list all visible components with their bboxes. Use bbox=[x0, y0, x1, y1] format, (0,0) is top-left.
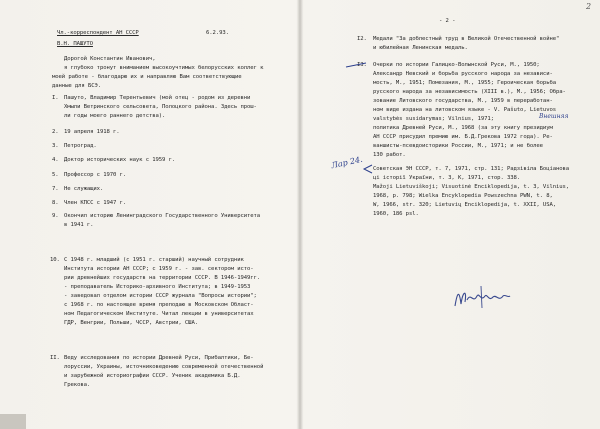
signature bbox=[451, 284, 513, 312]
item-line: Профессор с 1970 г. bbox=[64, 172, 127, 178]
item-line: Александр Невский и борьба русского народа за независи- bbox=[373, 71, 553, 77]
item-line: - преподаватель Историко-архивного Института; в 1949-1953 bbox=[64, 284, 251, 290]
header-title: Чл.-корреспондент АН СССР bbox=[57, 30, 139, 36]
page-left bbox=[0, 0, 299, 429]
item-line: политика Древней Руси, М., 1968 (за эту книгу президиум bbox=[373, 125, 553, 131]
item-line: Веду исследования по истории Древней Руси, Прибалтики, Бе- bbox=[64, 355, 254, 361]
item-line: и юбилейная Ленинская медаль. bbox=[373, 45, 468, 51]
item-line: ваншисты-псевдоисторики России, М., 1971; и не более bbox=[373, 143, 543, 149]
item-line: с 1968 г. по настоящее время преподаю в Московском Област- bbox=[64, 302, 254, 308]
item-number: 9. bbox=[52, 213, 59, 219]
item-line: русского народа за независимость (XIII в.), М., 1956; Обра- bbox=[373, 89, 566, 95]
item-line: Пашуто, Владимир Терентьевич (мой отец - родом из деревни bbox=[64, 95, 251, 101]
intro-line: моей работе - благодарю их и направляю Вам соответствующие bbox=[52, 74, 242, 80]
item-line: зование Литовского государства, М., 1959 в переработан- bbox=[373, 98, 553, 104]
item-number: I. bbox=[52, 95, 59, 101]
item-line: 19 апреля 1918 г. bbox=[64, 129, 120, 135]
item-number: 8. bbox=[52, 200, 59, 206]
item-line: Окончил историю Ленинградского Государственного Университета bbox=[64, 213, 261, 219]
greeting: Дорогой Константин Иванович, bbox=[64, 56, 156, 62]
signature-text bbox=[301, 0, 306, 1]
item-line: мость, М., 1951; Помезания, М., 1955; Героическая борьба bbox=[373, 80, 556, 86]
item-line: С 1948 г. младший (с 1951 г. старший) научный сотрудник bbox=[64, 257, 244, 263]
item-line: Доктор исторических наук с 1959 г. bbox=[64, 157, 176, 163]
item-line: в 1941 г. bbox=[64, 222, 94, 228]
item-line: ли годы моего раннего детства). bbox=[64, 113, 166, 119]
scan-corner bbox=[0, 414, 26, 429]
item-line: valstybės susidarymas; Vilnius, 1971; bbox=[373, 116, 494, 122]
reference-line: 1968, p. 798; Wielka Encyklopedia Powszechna PWN, t. 8, bbox=[373, 193, 553, 199]
reference-line: W, 1966, str. 320; Lietuvių Enciklopedija, t. XXII, USA, bbox=[373, 202, 556, 208]
item-line: Медали "За доблестный труд в Великой Отечественной войне" bbox=[373, 36, 560, 42]
item-line: 130 работ. bbox=[373, 152, 406, 158]
handwritten-insert: Внешняя bbox=[539, 113, 569, 120]
reference-line: Mažoji Lietuviškoji; Visuotinė Enciklopedija, t. 3, Vilnius, bbox=[373, 184, 570, 190]
handwritten-margin-note: Лар 24. bbox=[330, 154, 364, 171]
item-line: ном виде издана на литовском языке - V. Pašuto, Lietuvos bbox=[373, 107, 556, 113]
item-line: - заведовал отделом истории СССР журнала "Вопросы истории"; bbox=[64, 293, 257, 299]
item-line: Грекова. bbox=[64, 382, 91, 388]
item-number: 5. bbox=[52, 172, 59, 178]
item-line: ном Педагогическом Институте. Читал лекции в университетах bbox=[64, 311, 254, 317]
item-line: Не служащих. bbox=[64, 186, 104, 192]
item-line: Очерки по истории Галицко-Волынской Руси, М., 1950; bbox=[373, 62, 540, 68]
bracket-mark bbox=[360, 164, 374, 174]
handwritten-page-number: 2 bbox=[586, 2, 592, 11]
intro-line: данные для БСЭ. bbox=[52, 83, 102, 89]
reference-line: Советская ЭН СССР, т. 7, 1971, стр. 131; Радзiвiла Боцiанова bbox=[373, 166, 570, 172]
item-number: 2. bbox=[52, 129, 59, 135]
item-number: 4. bbox=[52, 157, 59, 163]
reference-line: ці історії України, т. 3, К, 1971, стор. 338. bbox=[373, 175, 521, 181]
item-line: Института истории АН СССР; с 1959 г. - зав. сектором исто- bbox=[64, 266, 254, 272]
item-line: Член КПСС с 1947 г. bbox=[64, 200, 127, 206]
item-line: лоруссии, Украины, источниковедению современной отечественной bbox=[64, 364, 264, 370]
item-line: Петроград. bbox=[64, 143, 97, 149]
item-number: 7. bbox=[52, 186, 59, 192]
item-number: 10. bbox=[50, 257, 60, 263]
item-number: 3. bbox=[52, 143, 59, 149]
header-date: 6.2.93. bbox=[206, 30, 229, 36]
item-line: АН СССР присудил премию им. Б.Д.Грекова 1972 года). Ре- bbox=[373, 134, 553, 140]
item-number: I2. bbox=[357, 36, 367, 42]
intro-line: я глубоко тронут вниманием высокоучтимых белорусских коллег к bbox=[64, 65, 264, 71]
reference-line: 1960, 186 psl. bbox=[373, 211, 419, 217]
item-number: I3. bbox=[357, 62, 367, 68]
item-line: и зарубежной историографии СССР. Ученик академика Б.Д. bbox=[64, 373, 241, 379]
item-line: Хмыли Ветринского сельсовета, Полоцкого района. Здесь прош- bbox=[64, 104, 257, 110]
item-line: ГДР, Венгрии, Польши, ЧССР, Австрии, США. bbox=[64, 320, 198, 326]
item-line: рии древнейших государств на территории СССР. В 1946-1949гг. bbox=[64, 275, 261, 281]
strike-mark bbox=[345, 61, 367, 69]
item-number: II. bbox=[50, 355, 60, 361]
header-name: В.Н. ПАШУТО bbox=[57, 41, 93, 47]
page-number: - 2 - bbox=[439, 18, 456, 24]
